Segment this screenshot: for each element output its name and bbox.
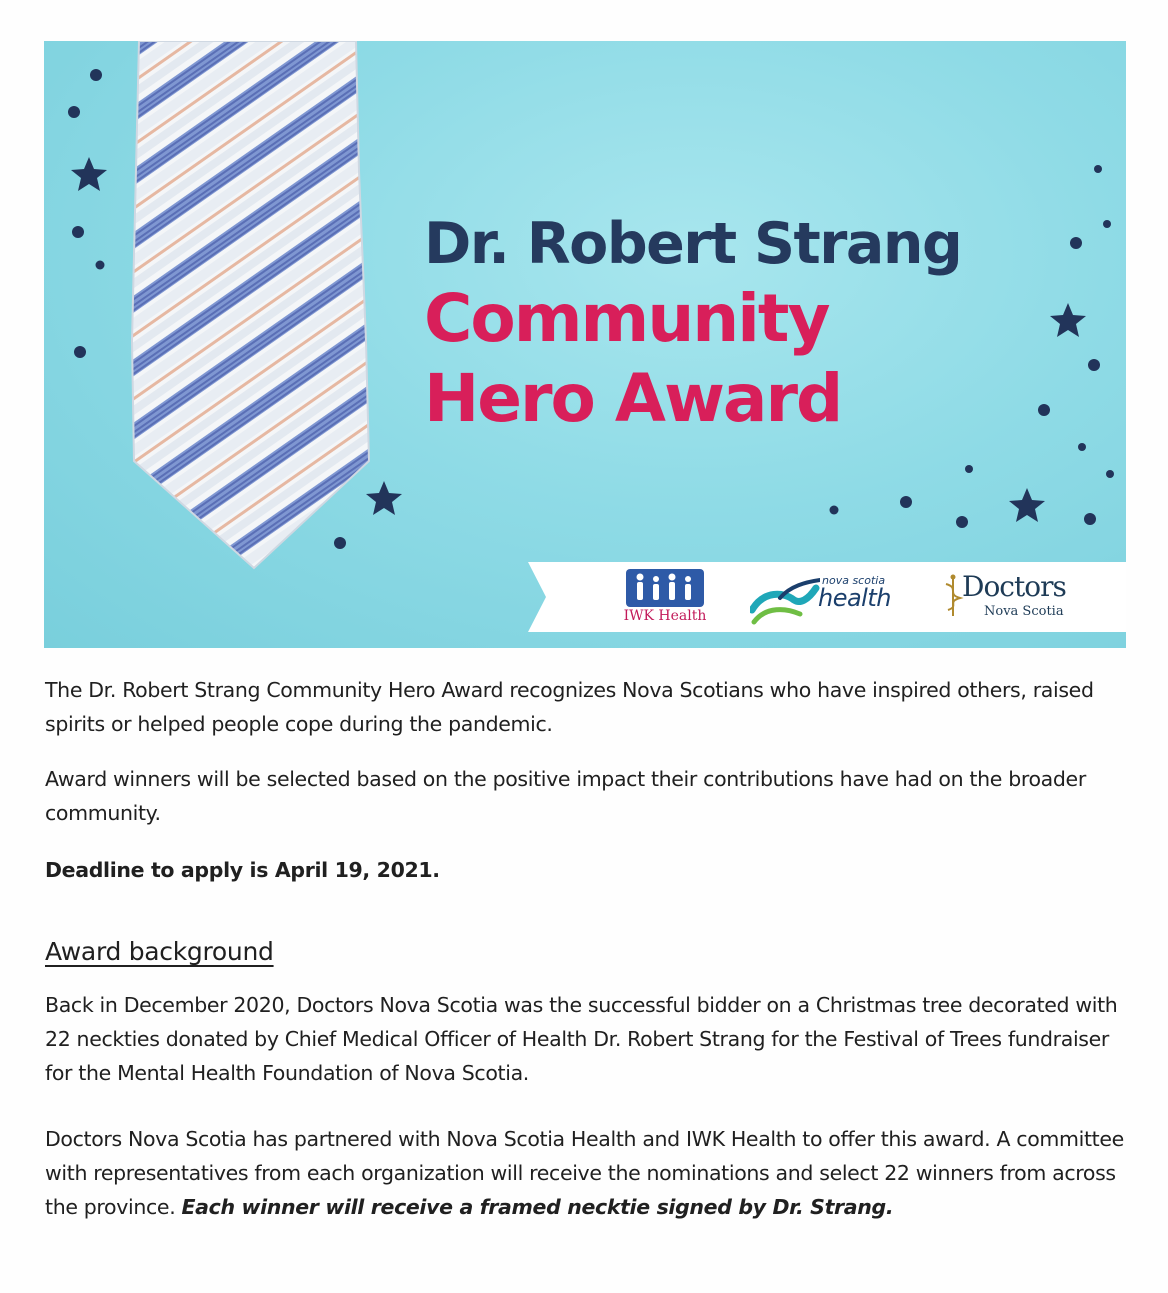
caduceus-icon — [942, 574, 964, 618]
selection-paragraph: Award winners will be selected based on the positive impact their contributions have had on the broader community. — [45, 767, 1086, 825]
dns-small-label: Nova Scotia — [984, 604, 1064, 619]
necktie-image — [132, 41, 369, 568]
deadline-text: Deadline to apply is April 19, 2021. — [45, 858, 440, 882]
nsh-small-label: nova scotia — [822, 574, 886, 587]
iwk-label: IWK Health — [623, 608, 707, 624]
wave-icon — [750, 570, 820, 626]
partnership-paragraph — [45, 1122, 1125, 1224]
section-heading: Award background — [45, 937, 274, 966]
award-title — [424, 209, 1064, 439]
doctors-nova-scotia-logo — [940, 570, 1090, 626]
prize-emphasis: Each winner will receive a framed necktie signed by Dr. Strang. — [181, 1195, 894, 1219]
partnership-text: Doctors Nova Scotia has partnered with Nova Scotia Health and IWK Health to offer this award. A committee with representatives from each organization will receive the nominations and select 22 winners from across the province. — [45, 1127, 1124, 1219]
dns-big-label: Doctors — [962, 570, 1066, 603]
intro-paragraph: The Dr. Robert Strang Community Hero Award recognizes Nova Scotians who have inspired others, raised spirits or helped people cope during the pandemic. — [45, 678, 1094, 736]
title-line-1: Dr. Robert Strang — [424, 211, 962, 277]
iwk-figures-icon — [626, 569, 704, 607]
logo-ribbon — [528, 562, 1126, 632]
award-banner — [44, 41, 1126, 648]
nova-scotia-health-logo — [750, 570, 910, 626]
iwk-health-logo — [620, 569, 710, 629]
background-paragraph: Back in December 2020, Doctors Nova Scotia was the successful bidder on a Christmas tree decorated with 22 neckties donated by Chief Medical Officer of Health Dr. Robert Strang for the Festival of Trees fundraiser for the Mental Health Foundation of Nova Scotia. — [45, 993, 1118, 1085]
title-line-2: Community — [424, 280, 829, 357]
title-line-3: Hero Award — [424, 360, 842, 437]
nsh-big-label: health — [818, 584, 891, 612]
